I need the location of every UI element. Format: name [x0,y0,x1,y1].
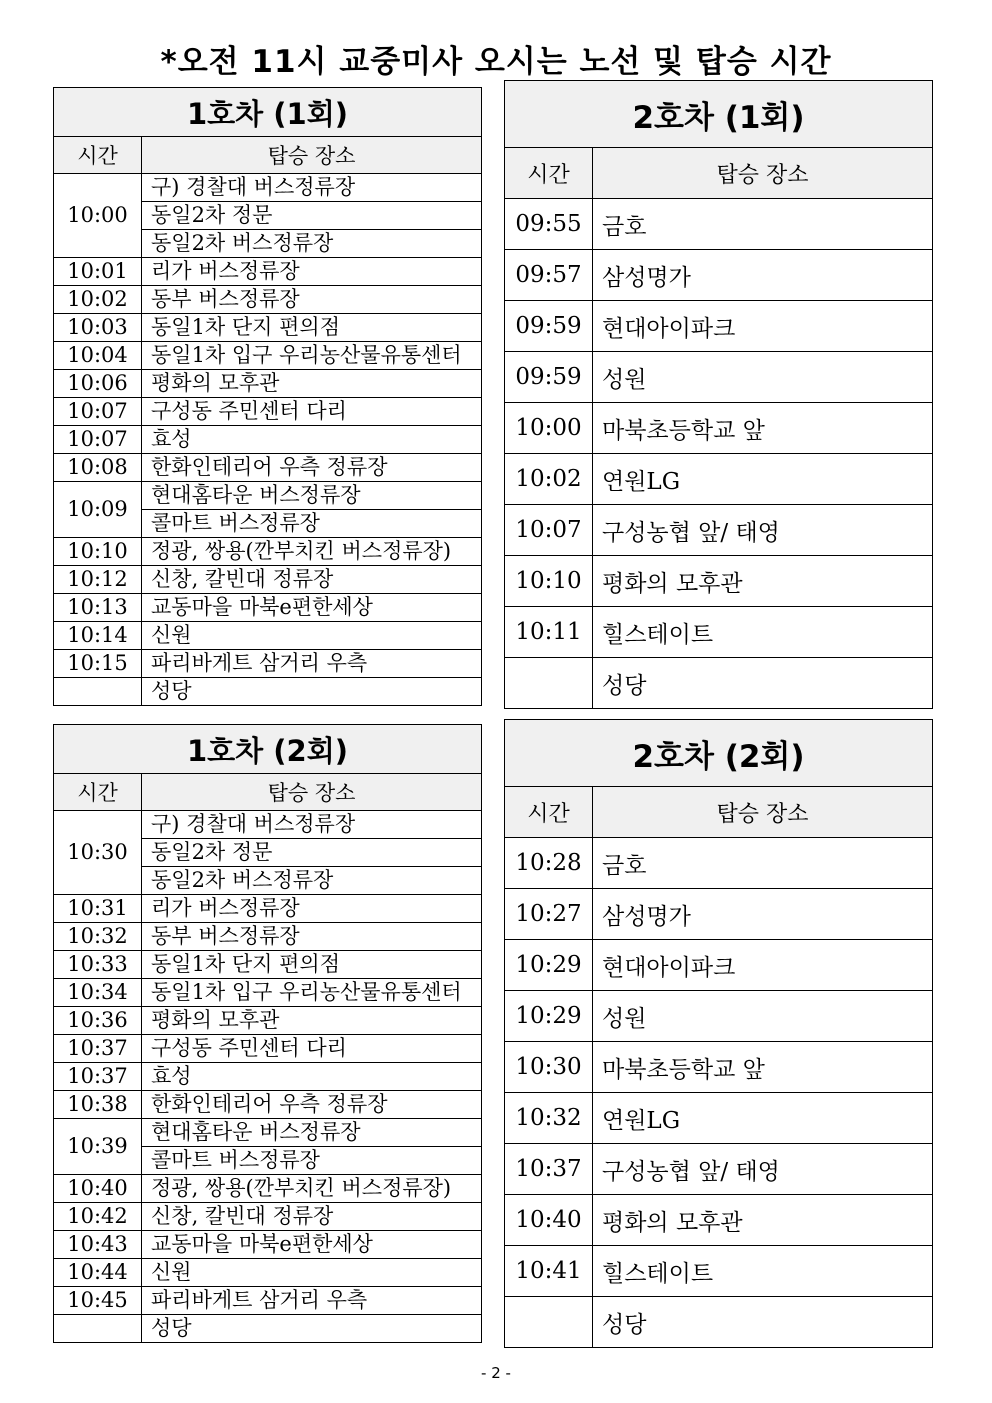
departure-time: 10:43 [54,1231,142,1259]
boarding-place: 동일1차 입구 우리농산물유통센터 [142,979,482,1007]
boarding-place: 힐스테이트 [593,1246,933,1297]
departure-time: 10:27 [505,889,593,940]
time-column-header: 시간 [54,137,142,174]
place-column-header: 탑승 장소 [593,148,933,199]
boarding-place: 정광, 쌍용(깐부치킨 버스정류장) [142,538,482,566]
table-row [54,895,482,923]
departure-time: 10:15 [54,650,142,678]
boarding-place: 성당 [142,678,482,706]
page-number: - 2 - [481,1364,511,1382]
boarding-place: 평화의 모후관 [142,1007,482,1035]
departure-time: 10:38 [54,1091,142,1119]
table-header: 2호차 (1회) [505,81,933,148]
departure-time: 10:41 [505,1246,593,1297]
table-row [54,1119,482,1147]
table-header: 2호차 (2회) [505,720,933,787]
boarding-place: 신창, 칼빈대 정류장 [142,566,482,594]
departure-time: 10:08 [54,454,142,482]
departure-time: 10:30 [505,1042,593,1093]
departure-time: 10:07 [54,426,142,454]
departure-time: 10:07 [54,398,142,426]
boarding-place: 성당 [142,1315,482,1343]
departure-time [54,1315,142,1343]
departure-time [54,678,142,706]
table-header: 1호차 (2회) [54,725,482,774]
boarding-place: 신창, 칼빈대 정류장 [142,1203,482,1231]
table-row [54,342,482,370]
boarding-place: 연원LG [593,454,933,505]
boarding-place: 교동마을 마북e편한세상 [142,1231,482,1259]
departure-time: 10:36 [54,1007,142,1035]
boarding-place: 성당 [593,1297,933,1348]
place-column-header: 탑승 장소 [593,787,933,838]
departure-time: 10:40 [505,1195,593,1246]
departure-time: 09:59 [505,352,593,403]
boarding-place: 동일1차 입구 우리농산물유통센터 [142,342,482,370]
table-row [505,505,933,556]
table-row [54,370,482,398]
table-row [505,658,933,709]
boarding-place: 연원LG [593,1093,933,1144]
table-row [505,1042,933,1093]
boarding-place: 평화의 모후관 [142,370,482,398]
bus1-round2-table [53,724,482,1343]
bus2-round1-table [504,80,933,709]
departure-time: 09:59 [505,301,593,352]
departure-time: 10:12 [54,566,142,594]
departure-time: 10:28 [505,838,593,889]
boarding-place: 힐스테이트 [593,607,933,658]
boarding-place: 구성동 주민센터 다리 [142,398,482,426]
table-row [54,174,482,202]
table-row [54,1007,482,1035]
table-row [505,991,933,1042]
table-row [54,678,482,706]
departure-time: 10:13 [54,594,142,622]
boarding-place: 리가 버스정류장 [142,895,482,923]
table-row [54,566,482,594]
table-row [505,838,933,889]
table-row [505,556,933,607]
departure-time: 10:32 [54,923,142,951]
table-row [54,1091,482,1119]
departure-time [505,658,593,709]
boarding-place: 신원 [142,1259,482,1287]
time-column-header: 시간 [505,787,593,838]
table-row [54,594,482,622]
boarding-place: 한화인테리어 우측 정류장 [142,1091,482,1119]
departure-time: 10:39 [54,1119,142,1175]
table-row [505,403,933,454]
boarding-place: 콜마트 버스정류장 [142,1147,482,1175]
table-row [54,482,482,510]
boarding-place: 동부 버스정류장 [142,923,482,951]
boarding-place: 성원 [593,352,933,403]
table-row [505,454,933,505]
departure-time: 10:40 [54,1175,142,1203]
boarding-place: 동일2차 정문 [142,202,482,230]
boarding-place: 구성농협 앞/ 태영 [593,505,933,556]
table-row [54,1175,482,1203]
departure-time: 10:11 [505,607,593,658]
table-row [505,889,933,940]
table-row [54,538,482,566]
table-row [54,1035,482,1063]
table-row [505,199,933,250]
boarding-place: 동일2차 버스정류장 [142,230,482,258]
boarding-place: 삼성명가 [593,250,933,301]
table-row [505,1297,933,1348]
departure-time: 10:31 [54,895,142,923]
boarding-place: 정광, 쌍용(깐부치킨 버스정류장) [142,1175,482,1203]
table-row [54,1259,482,1287]
time-column-header: 시간 [505,148,593,199]
table-row [54,1063,482,1091]
boarding-place: 금호 [593,838,933,889]
boarding-place: 교동마을 마북e편한세상 [142,594,482,622]
boarding-place: 마북초등학교 앞 [593,1042,933,1093]
boarding-place: 금호 [593,199,933,250]
departure-time: 10:29 [505,991,593,1042]
departure-time: 10:09 [54,482,142,538]
table-row [54,979,482,1007]
boarding-place: 평화의 모후관 [593,1195,933,1246]
departure-time: 10:37 [505,1144,593,1195]
departure-time: 10:07 [505,505,593,556]
table-row [505,1144,933,1195]
boarding-place: 현대아이파크 [593,940,933,991]
time-column-header: 시간 [54,774,142,811]
place-column-header: 탑승 장소 [142,137,482,174]
boarding-place: 동일2차 버스정류장 [142,867,482,895]
boarding-place: 구성농협 앞/ 태영 [593,1144,933,1195]
table-row [54,923,482,951]
bus1-round1-table [53,87,482,706]
departure-time: 10:10 [505,556,593,607]
boarding-place: 성당 [593,658,933,709]
departure-time: 10:10 [54,538,142,566]
boarding-place: 현대홈타운 버스정류장 [142,1119,482,1147]
departure-time: 10:29 [505,940,593,991]
table-row [54,1203,482,1231]
boarding-place: 효성 [142,1063,482,1091]
boarding-place: 구) 경찰대 버스정류장 [142,174,482,202]
boarding-place: 마북초등학교 앞 [593,403,933,454]
boarding-place: 리가 버스정류장 [142,258,482,286]
table-row [54,1287,482,1315]
table-row [505,250,933,301]
departure-time: 09:57 [505,250,593,301]
boarding-place: 동일1차 단지 편의점 [142,314,482,342]
boarding-place: 한화인테리어 우측 정류장 [142,454,482,482]
table-row [54,951,482,979]
table-row [505,352,933,403]
table-row [505,1093,933,1144]
departure-time: 10:44 [54,1259,142,1287]
boarding-place: 신원 [142,622,482,650]
table-row [505,940,933,991]
table-header: 1호차 (1회) [54,88,482,137]
boarding-place: 현대홈타운 버스정류장 [142,482,482,510]
page-title: *오전 11시 교중미사 오시는 노선 및 탑승 시간 [160,44,832,80]
boarding-place: 콜마트 버스정류장 [142,510,482,538]
departure-time: 10:45 [54,1287,142,1315]
table-row [54,286,482,314]
departure-time: 10:30 [54,811,142,895]
departure-time: 10:37 [54,1063,142,1091]
departure-time: 10:42 [54,1203,142,1231]
boarding-place: 동일2차 정문 [142,839,482,867]
departure-time: 10:37 [54,1035,142,1063]
bus2-round2-table [504,719,933,1348]
table-row [505,1246,933,1297]
departure-time: 10:01 [54,258,142,286]
table-row [54,454,482,482]
boarding-place: 구) 경찰대 버스정류장 [142,811,482,839]
departure-time: 10:02 [54,286,142,314]
boarding-place: 현대아이파크 [593,301,933,352]
table-row [505,1195,933,1246]
departure-time: 10:04 [54,342,142,370]
departure-time: 10:32 [505,1093,593,1144]
table-row [54,650,482,678]
departure-time [505,1297,593,1348]
departure-time: 10:03 [54,314,142,342]
boarding-place: 구성동 주민센터 다리 [142,1035,482,1063]
departure-time: 09:55 [505,199,593,250]
boarding-place: 동일1차 단지 편의점 [142,951,482,979]
boarding-place: 성원 [593,991,933,1042]
boarding-place: 파리바게트 삼거리 우측 [142,1287,482,1315]
departure-time: 10:00 [505,403,593,454]
table-row [505,607,933,658]
boarding-place: 삼성명가 [593,889,933,940]
departure-time: 10:00 [54,174,142,258]
table-row [505,301,933,352]
table-row [54,426,482,454]
boarding-place: 동부 버스정류장 [142,286,482,314]
departure-time: 10:06 [54,370,142,398]
boarding-place: 효성 [142,426,482,454]
departure-time: 10:33 [54,951,142,979]
boarding-place: 평화의 모후관 [593,556,933,607]
table-row [54,398,482,426]
departure-time: 10:34 [54,979,142,1007]
departure-time: 10:14 [54,622,142,650]
table-row [54,1231,482,1259]
boarding-place: 파리바게트 삼거리 우측 [142,650,482,678]
table-row [54,1315,482,1343]
table-row [54,811,482,839]
table-row [54,622,482,650]
table-row [54,258,482,286]
place-column-header: 탑승 장소 [142,774,482,811]
departure-time: 10:02 [505,454,593,505]
table-row [54,314,482,342]
